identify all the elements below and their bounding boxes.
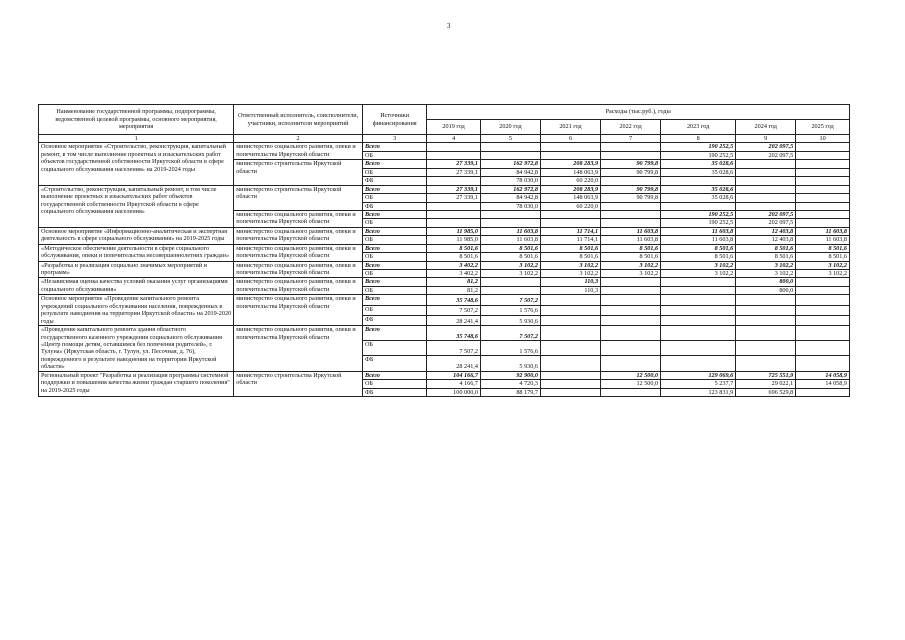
value-cell [796, 194, 850, 202]
source-cell: Всего [362, 143, 426, 151]
value-cell [601, 326, 661, 341]
value-cell: 14 058,9 [796, 371, 850, 379]
value-cell [540, 371, 600, 379]
value-cell: 3 102,2 [480, 270, 540, 278]
table-row [39, 326, 850, 341]
value-cell: 11 714,1 [540, 227, 600, 235]
program-name-cell: Основное мероприятие «Информационно-аналитическая и экспертная деятельность в сфере социального обслуживания» на 2019-2025 годы [39, 227, 234, 244]
value-cell [427, 210, 481, 218]
table-row [39, 278, 850, 286]
value-cell [427, 202, 481, 210]
value-cell [480, 286, 540, 294]
value-cell: 8 501,6 [796, 244, 850, 252]
value-cell: 1 576,6 [480, 341, 540, 356]
value-cell: 190 252,5 [661, 151, 736, 159]
executor-cell: министерство социального развития, опеки и попечительства Иркутской области [234, 261, 363, 278]
value-cell [796, 305, 850, 315]
source-cell: ОБ [362, 168, 426, 176]
executor-cell: министерство социального развития, опеки и попечительства Иркутской области [234, 278, 363, 295]
value-cell: 11 603,8 [661, 236, 736, 244]
value-cell: 11 603,8 [480, 227, 540, 235]
header-year: 2024 год [736, 120, 796, 135]
value-cell: 90 799,8 [601, 168, 661, 176]
value-cell: 129 069,6 [661, 371, 736, 379]
value-cell [601, 286, 661, 294]
column-index: 6 [540, 135, 600, 143]
value-cell [540, 380, 600, 388]
value-cell [601, 151, 661, 159]
table-row [39, 261, 850, 269]
value-cell: 3 102,2 [480, 261, 540, 269]
value-cell: 60 220,0 [540, 177, 600, 185]
value-cell: 208 283,9 [540, 185, 600, 193]
source-cell: ОБ [362, 286, 426, 294]
table-row [39, 371, 850, 379]
value-cell [661, 326, 736, 341]
value-cell: 11 603,8 [796, 227, 850, 235]
column-index: 3 [362, 135, 426, 143]
value-cell: 35 028,6 [661, 168, 736, 176]
value-cell [480, 210, 540, 218]
value-cell: 90 799,8 [601, 185, 661, 193]
value-cell: 12 500,0 [601, 380, 661, 388]
value-cell [796, 388, 850, 396]
source-cell: ОБ [362, 194, 426, 202]
source-cell: Всего [362, 371, 426, 379]
value-cell [601, 143, 661, 151]
value-cell [661, 315, 736, 325]
value-cell: 8 501,6 [661, 244, 736, 252]
value-cell: 88 179,7 [480, 388, 540, 396]
column-index: 5 [480, 135, 540, 143]
column-index: 1 [39, 135, 234, 143]
value-cell: 35 028,6 [661, 194, 736, 202]
value-cell [736, 295, 796, 305]
executor-cell: министерство социального развития, опеки и попечительства Иркутской области [234, 326, 363, 372]
value-cell: 12 403,8 [736, 236, 796, 244]
value-cell [540, 326, 600, 341]
value-cell: 5 930,6 [480, 315, 540, 325]
value-cell: 12 403,8 [736, 227, 796, 235]
source-cell: Всего [362, 160, 426, 168]
source-cell: ОБ [362, 305, 426, 315]
value-cell: 104 166,7 [427, 371, 481, 379]
value-cell [736, 305, 796, 315]
program-name-cell: Региональный проект "Разработка и реализация программы системной поддержки и повышения качества жизни граждан старшего поколения" на 2019-2025 годы [39, 371, 234, 396]
value-cell [796, 356, 850, 371]
value-cell: 84 942,8 [480, 168, 540, 176]
source-cell: Всего [362, 227, 426, 235]
value-cell: 725 551,9 [736, 371, 796, 379]
source-cell: ОБ [362, 236, 426, 244]
column-index: 4 [427, 135, 481, 143]
budget-table [38, 104, 850, 397]
value-cell: 35 028,6 [661, 160, 736, 168]
source-cell: ФБ [362, 177, 426, 185]
header-year: 2023 год [661, 120, 736, 135]
column-index: 10 [796, 135, 850, 143]
value-cell: 202 097,5 [736, 143, 796, 151]
program-name-cell: «Разработка и реализация социально значимых мероприятий и программ» [39, 261, 234, 278]
value-cell: 35 748,6 [427, 326, 481, 341]
value-cell: 8 501,6 [480, 244, 540, 252]
value-cell: 11 985,0 [427, 227, 481, 235]
value-cell [601, 388, 661, 396]
value-cell: 28 241,4 [427, 356, 481, 371]
value-cell: 84 942,8 [480, 194, 540, 202]
value-cell: 202 097,5 [736, 210, 796, 218]
value-cell: 11 714,1 [540, 236, 600, 244]
value-cell [796, 278, 850, 286]
table-row [39, 143, 850, 151]
value-cell [736, 177, 796, 185]
value-cell: 100 000,0 [427, 388, 481, 396]
value-cell [427, 219, 481, 227]
table-row [39, 227, 850, 235]
value-cell: 35 028,6 [661, 185, 736, 193]
value-cell: 27 339,1 [427, 160, 481, 168]
value-cell [796, 177, 850, 185]
value-cell: 12 500,0 [601, 371, 661, 379]
value-cell: 4 720,3 [480, 380, 540, 388]
value-cell [736, 341, 796, 356]
value-cell: 3 102,2 [601, 270, 661, 278]
program-name-cell: «Проведение капитального ремонта здания областного государственного казенного учреждения социального обслуживания «Центр помощи детям, оставшимся без попечения родителей», г. Тулуна» (Иркутская область, г. Тулун, ул. Песочная, д. 76), поврежденного в результате наводнения на территории Иркутской области» [39, 326, 234, 372]
header-year: 2021 год [540, 120, 600, 135]
value-cell [796, 160, 850, 168]
value-cell [796, 295, 850, 305]
source-cell: Всего [362, 278, 426, 286]
value-cell [796, 341, 850, 356]
value-cell: 3 102,2 [736, 270, 796, 278]
value-cell: 3 102,2 [661, 270, 736, 278]
source-cell: ФБ [362, 315, 426, 325]
executor-cell: министерство строительства Иркутской области [234, 185, 363, 210]
header-expenses: Расходы (тыс.руб.), годы [427, 105, 850, 120]
value-cell: 7 507,2 [427, 341, 481, 356]
value-cell: 11 603,8 [601, 236, 661, 244]
value-cell [661, 295, 736, 305]
value-cell: 696 529,8 [736, 388, 796, 396]
value-cell: 8 501,6 [736, 244, 796, 252]
value-cell: 8 501,6 [796, 253, 850, 261]
executor-cell: министерство социального развития, опеки и попечительства Иркутской области [234, 244, 363, 261]
value-cell [601, 295, 661, 305]
value-cell: 11 985,0 [427, 236, 481, 244]
value-cell [601, 219, 661, 227]
value-cell: 110,3 [540, 278, 600, 286]
value-cell: 29 022,1 [736, 380, 796, 388]
value-cell: 78 030,0 [480, 177, 540, 185]
header-program: Наименование государственной программы, подпрограммы, ведомственной целевой программы, основного мероприятия, мероприятия [39, 105, 234, 135]
value-cell [796, 143, 850, 151]
header-executor: Ответственный исполнитель, соисполнители, участники, исполнители мероприятий [234, 105, 363, 135]
header-year: 2019 год [427, 120, 481, 135]
value-cell: 8 501,6 [427, 253, 481, 261]
value-cell [601, 202, 661, 210]
value-cell: 190 252,5 [661, 143, 736, 151]
value-cell [661, 341, 736, 356]
source-cell: ОБ [362, 380, 426, 388]
source-cell: ФБ [362, 356, 426, 371]
value-cell: 3 402,2 [427, 261, 481, 269]
executor-cell: министерство строительства Иркутской области [234, 371, 363, 396]
value-cell: 162 972,8 [480, 160, 540, 168]
column-index: 7 [601, 135, 661, 143]
executor-cell: министерство строительства Иркутской области [234, 160, 363, 185]
header-source: Источники финансирования [362, 105, 426, 135]
value-cell [736, 194, 796, 202]
value-cell: 148 063,9 [540, 168, 600, 176]
value-cell [661, 177, 736, 185]
value-cell: 90 799,8 [601, 160, 661, 168]
source-cell: Всего [362, 210, 426, 218]
program-name-cell: «Независимая оценка качества условий оказания услуг организациями социального обслуживания» [39, 278, 234, 295]
value-cell: 202 097,5 [736, 219, 796, 227]
value-cell [540, 219, 600, 227]
source-cell: ОБ [362, 270, 426, 278]
value-cell: 27 339,1 [427, 185, 481, 193]
value-cell: 11 603,8 [601, 227, 661, 235]
value-cell: 5 237,7 [661, 380, 736, 388]
value-cell: 3 402,2 [427, 270, 481, 278]
column-index-row [39, 135, 850, 143]
value-cell: 3 102,2 [796, 270, 850, 278]
value-cell [796, 202, 850, 210]
value-cell: 3 102,2 [661, 261, 736, 269]
value-cell [736, 356, 796, 371]
value-cell [540, 143, 600, 151]
page-number: 3 [447, 22, 451, 30]
value-cell: 190 252,5 [661, 210, 736, 218]
value-cell: 11 603,8 [796, 236, 850, 244]
value-cell: 27 339,1 [427, 168, 481, 176]
value-cell [427, 177, 481, 185]
source-cell: ОБ [362, 219, 426, 227]
value-cell [796, 185, 850, 193]
value-cell: 81,2 [427, 278, 481, 286]
program-name-cell: «Строительство, реконструкция, капитальный ремонт, в том числе выполнение проектных и изыскательских работ объектов государственной собственности Иркутской области в сфере социального обслуживания населения» [39, 185, 234, 227]
source-cell: Всего [362, 326, 426, 341]
value-cell: 3 102,2 [736, 261, 796, 269]
value-cell: 11 603,8 [661, 227, 736, 235]
value-cell [736, 185, 796, 193]
value-cell [796, 286, 850, 294]
value-cell: 28 241,4 [427, 315, 481, 325]
value-cell: 7 507,2 [480, 326, 540, 341]
value-cell: 8 501,6 [540, 253, 600, 261]
executor-cell: министерство социального развития, опеки и попечительства Иркутской области [234, 227, 363, 244]
value-cell [661, 305, 736, 315]
value-cell: 1 576,6 [480, 305, 540, 315]
header-year: 2020 год [480, 120, 540, 135]
value-cell [796, 326, 850, 341]
value-cell: 8 501,6 [601, 244, 661, 252]
value-cell [601, 305, 661, 315]
value-cell: 3 102,2 [540, 261, 600, 269]
value-cell: 7 507,2 [427, 305, 481, 315]
value-cell [480, 151, 540, 159]
column-index: 8 [661, 135, 736, 143]
value-cell [540, 388, 600, 396]
value-cell: 3 102,2 [796, 261, 850, 269]
value-cell: 800,0 [736, 286, 796, 294]
value-cell [661, 202, 736, 210]
source-cell: ОБ [362, 253, 426, 261]
source-cell: Всего [362, 261, 426, 269]
executor-cell: министерство социального развития, опеки и попечительства Иркутской области [234, 210, 363, 227]
value-cell: 8 501,6 [427, 244, 481, 252]
source-cell: ФБ [362, 388, 426, 396]
value-cell [796, 219, 850, 227]
value-cell: 3 102,2 [540, 270, 600, 278]
value-cell: 92 900,0 [480, 371, 540, 379]
value-cell [661, 278, 736, 286]
source-cell: ФБ [362, 202, 426, 210]
value-cell [540, 295, 600, 305]
table-row [39, 244, 850, 252]
value-cell [736, 202, 796, 210]
value-cell [796, 210, 850, 218]
value-cell: 3 102,2 [601, 261, 661, 269]
value-cell [540, 210, 600, 218]
value-cell: 148 063,9 [540, 194, 600, 202]
value-cell: 208 283,9 [540, 160, 600, 168]
value-cell [540, 341, 600, 356]
value-cell: 8 501,6 [736, 253, 796, 261]
source-cell: ОБ [362, 341, 426, 356]
value-cell [736, 160, 796, 168]
value-cell [796, 151, 850, 159]
value-cell: 4 166,7 [427, 380, 481, 388]
value-cell [736, 168, 796, 176]
value-cell: 190 252,5 [661, 219, 736, 227]
source-cell: Всего [362, 244, 426, 252]
header-row [39, 105, 850, 120]
table-row [39, 185, 850, 193]
source-cell: Всего [362, 185, 426, 193]
value-cell [661, 356, 736, 371]
value-cell: 78 030,0 [480, 202, 540, 210]
executor-cell: министерство социального развития, опеки и попечительства Иркутской области [234, 143, 363, 160]
value-cell [540, 315, 600, 325]
value-cell [796, 315, 850, 325]
value-cell [796, 168, 850, 176]
header-year: 2025 год [796, 120, 850, 135]
program-name-cell: Основное мероприятие «Строительство, реконструкция, капитальный ремонт, в том числе выполнение проектных и изыскательских работ объектов государственной собственности Иркутской области в сфере социального обслуживания населения» на 2019-2024 годы [39, 143, 234, 185]
value-cell: 162 972,8 [480, 185, 540, 193]
value-cell: 35 748,6 [427, 295, 481, 305]
value-cell: 800,0 [736, 278, 796, 286]
value-cell [480, 219, 540, 227]
value-cell [601, 341, 661, 356]
header-year: 2022 год [601, 120, 661, 135]
value-cell: 11 603,8 [480, 236, 540, 244]
value-cell: 123 831,9 [661, 388, 736, 396]
value-cell: 8 501,6 [661, 253, 736, 261]
value-cell [661, 286, 736, 294]
column-index: 2 [234, 135, 363, 143]
value-cell: 81,2 [427, 286, 481, 294]
value-cell: 8 501,6 [480, 253, 540, 261]
value-cell: 14 058,9 [796, 380, 850, 388]
source-cell: Всего [362, 295, 426, 305]
value-cell [736, 326, 796, 341]
source-cell: ОБ [362, 151, 426, 159]
value-cell [601, 315, 661, 325]
column-index: 9 [736, 135, 796, 143]
program-name-cell: «Методическое обеспечение деятельности в сфере социального обслуживания, опеки и попечительства несовершеннолетних граждан» [39, 244, 234, 261]
value-cell [601, 210, 661, 218]
value-cell [540, 356, 600, 371]
value-cell: 90 799,8 [601, 194, 661, 202]
value-cell: 60 220,0 [540, 202, 600, 210]
value-cell [427, 151, 481, 159]
value-cell [601, 177, 661, 185]
value-cell: 27 339,1 [427, 194, 481, 202]
program-name-cell: Основное мероприятие «Проведение капитального ремонта учреждений социального обслуживания населения, поврежденных в результате наводнения на территории Иркутской области» на 2019-2020 годы [39, 295, 234, 326]
value-cell [736, 315, 796, 325]
value-cell: 7 507,2 [480, 295, 540, 305]
value-cell: 8 501,6 [601, 253, 661, 261]
value-cell [540, 305, 600, 315]
value-cell: 110,3 [540, 286, 600, 294]
executor-cell: министерство социального развития, опеки и попечительства Иркутской области [234, 295, 363, 326]
value-cell [480, 278, 540, 286]
value-cell [601, 278, 661, 286]
value-cell [540, 151, 600, 159]
value-cell: 5 930,6 [480, 356, 540, 371]
value-cell: 202 097,5 [736, 151, 796, 159]
value-cell [601, 356, 661, 371]
value-cell: 8 501,6 [540, 244, 600, 252]
table-row [39, 295, 850, 305]
value-cell [427, 143, 481, 151]
value-cell [480, 143, 540, 151]
